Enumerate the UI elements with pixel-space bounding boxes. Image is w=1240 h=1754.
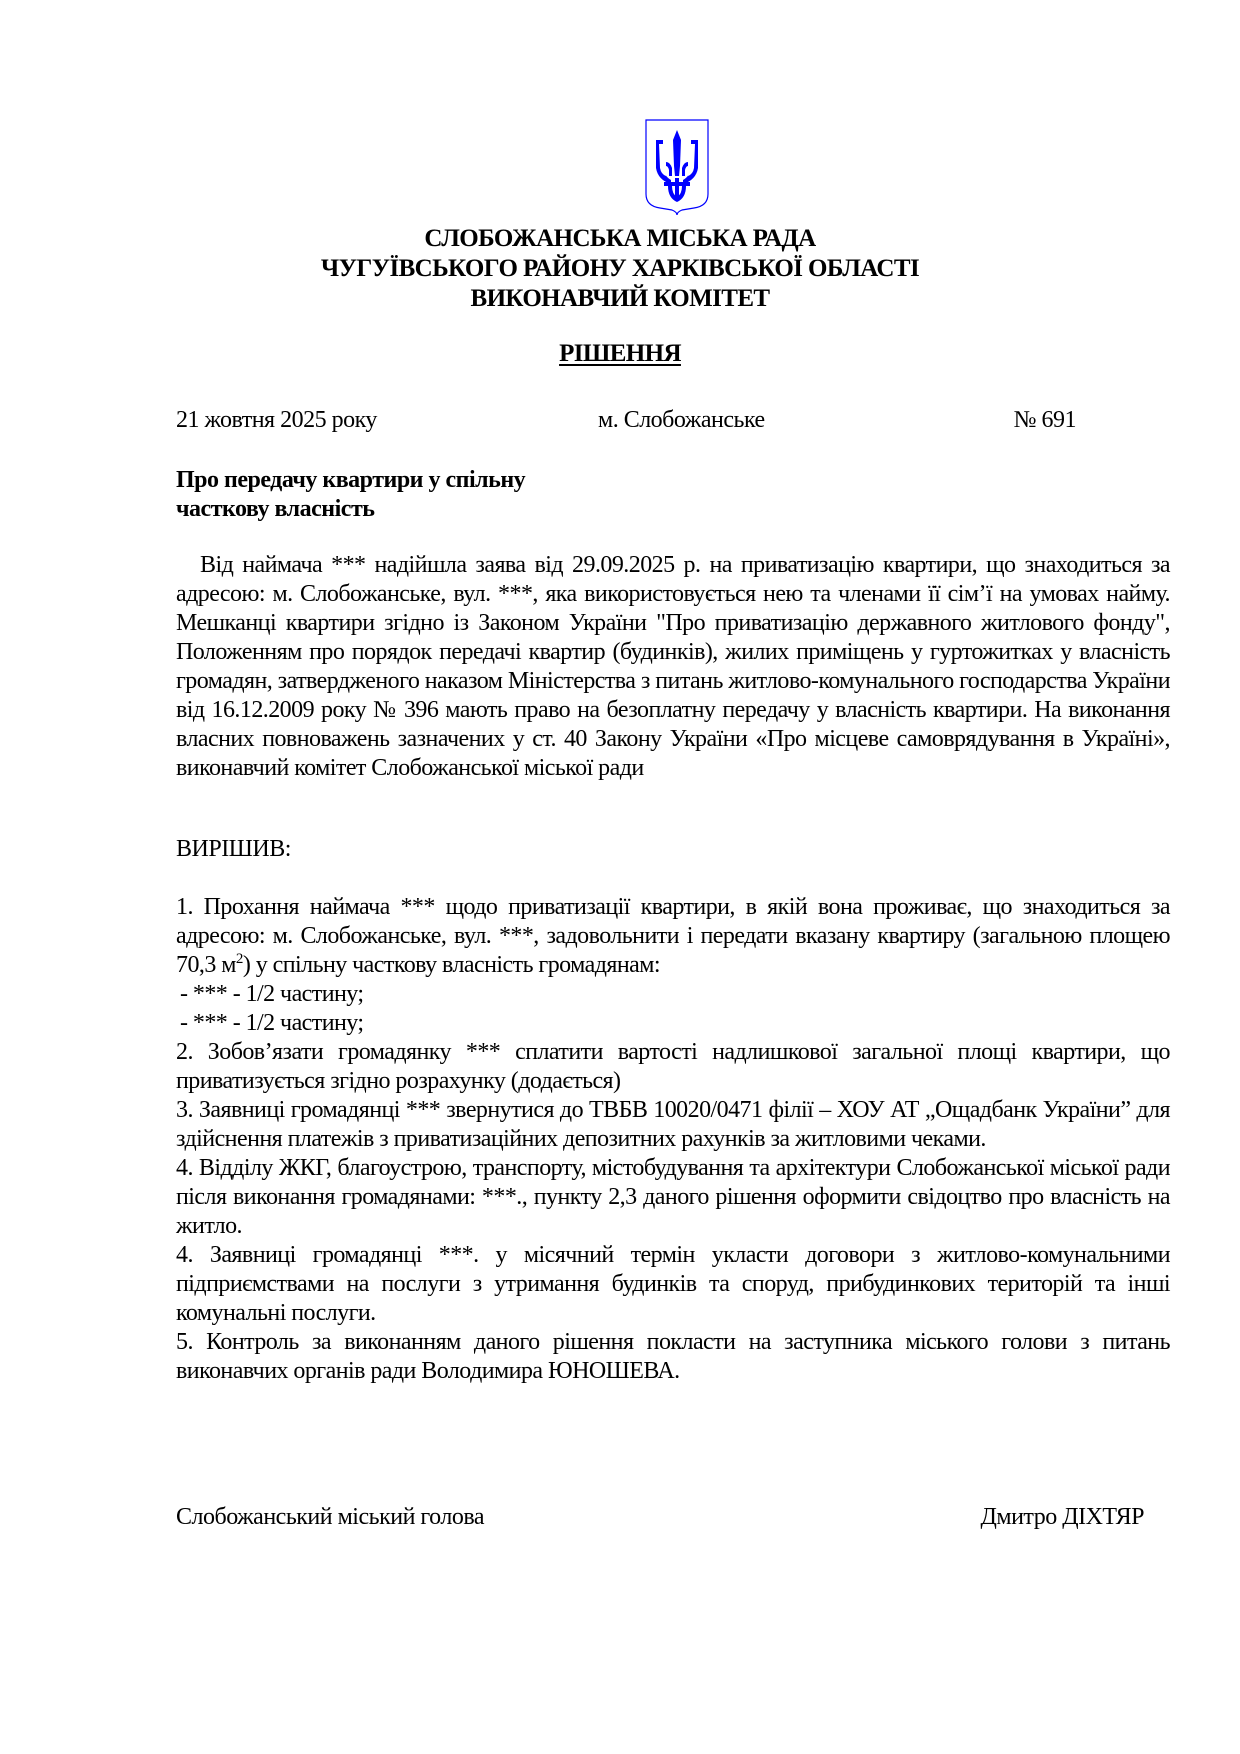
- council-region: ЧУГУЇВСЬКОГО РАЙОНУ ХАРКІВСЬКОЇ ОБЛАСТІ: [320, 255, 920, 282]
- intro-paragraph: Від наймача *** надійшла заява від 29.09.2025 р. на приватизацію квартири, що знаходиться за адресою: м. Слобожанське, вул. ***, яка використовується нею та членами її сім’ї на умовах найму. Мешканці квартири згідно із Законом України "Про приватизацію державного житлового фонду", Положенням про порядок передачі квартир (будинків), жилих приміщень у гуртожитках у власність громадян, затвердженого наказом Міністерства з питань житлово-комунального господарства України від 16.12.2009 року № 396 мають право на безоплатну передачу у власність квартири. На виконання власних повноважень зазначених у ст. 40 Закону України «Про місцеве самоврядування в Україні», виконавчий комітет Слобожанської міської ради: [176, 552, 1170, 781]
- resolution-item-1: [176, 893, 1170, 980]
- share-line-1: - *** - 1/2 частину;: [180, 981, 364, 1007]
- decision-date: 21 жовтня 2025 року: [176, 407, 377, 433]
- resolution-items: [176, 893, 1170, 1386]
- ukraine-trident-emblem-icon: [644, 118, 710, 216]
- decision-subject: [176, 466, 525, 524]
- resolution-item-4a: 4. Відділу ЖКГ, благоустрою, транспорту, містобудування та архітектури Слобожанської міської ради після виконання громадянами: ***., пункту 2,3 даного рішення оформити свідоцтво про власність на житло.: [176, 1155, 1170, 1239]
- subject-line-2: часткову власність: [176, 496, 375, 522]
- decision-city: м. Слобожанське: [598, 407, 765, 433]
- resolution-item-4b: 4. Заявниці громадянці ***. у місячний термін укласти договори з житлово-комунальними підприємствами на послуги з утримання будинків та споруд, прибудинкових територій та інші комунальні послуги.: [176, 1242, 1170, 1326]
- council-name: СЛОБОЖАНСЬКА МІСЬКА РАДА: [424, 225, 816, 252]
- signatory-name: Дмитро ДІХТЯР: [980, 1504, 1144, 1530]
- decision-number: № 691: [1013, 407, 1076, 433]
- council-header: [0, 224, 1240, 314]
- council-body: ВИКОНАВЧИЙ КОМІТЕТ: [470, 285, 770, 312]
- resolution-item-5: 5. Контроль за виконанням даного рішення покласти на заступника міського голови з питань виконавчих органів ради Володимира ЮНОШЕВА.: [176, 1329, 1170, 1384]
- item-1-text: 1. Прохання наймача *** щодо приватизації квартири, в якій вона проживає, що знаходиться за адресою: м. Слобожанське, вул. ***, задовольнити і передати вказану квартиру (загальною площею 70,3 м: [176, 894, 1170, 978]
- share-line-2: - *** - 1/2 частину;: [180, 1010, 364, 1036]
- signature-block: [176, 1504, 1144, 1534]
- resolution-item-3: 3. Заявниці громадянці *** звернутися до ТВБВ 10020/0471 філії – ХОУ АТ „Ощадбанк України” для здійснення платежів з приватизаційних депозитних рахунків за житловими чеками.: [176, 1097, 1170, 1152]
- resolved-label: ВИРІШИВ:: [176, 836, 291, 862]
- document-title: РІШЕННЯ: [559, 340, 681, 367]
- signatory-position: Слобожанський міський голова: [176, 1504, 484, 1530]
- resolution-item-2: 2. Зобов’язати громадянку *** сплатити вартості надлишкової загальної площі квартири, що приватизується згідно розрахунку (додається): [176, 1039, 1170, 1094]
- subject-line-1: Про передачу квартири у спільну: [176, 467, 526, 493]
- item-1-tail: ) у спільну часткову власність громадянам:: [242, 952, 661, 978]
- document-meta: [176, 407, 1076, 437]
- item-1-superscript: 2: [235, 951, 243, 967]
